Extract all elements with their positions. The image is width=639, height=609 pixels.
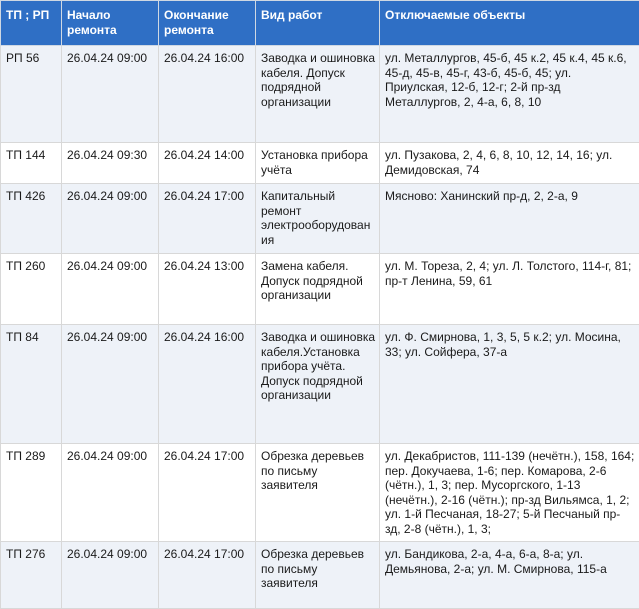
header-work: Вид работ: [256, 1, 380, 46]
cell-work: Заводка и ошиновка кабеля.Установка прибора учёта. Допуск подрядной организации: [256, 325, 380, 444]
cell-objects: ул. Пузакова, 2, 4, 6, 8, 10, 12, 14, 16; ул. Демидовская, 74: [380, 143, 639, 184]
cell-work: Заводка и ошиновка кабеля. Допуск подрядной организации: [256, 46, 380, 143]
cell-objects: Мясново: Ханинский пр-д, 2, 2-а, 9: [380, 184, 639, 254]
cell-station: ТП 84: [1, 325, 62, 444]
cell-start: 26.04.24 09:00: [62, 46, 159, 143]
cell-start: 26.04.24 09:00: [62, 325, 159, 444]
header-objects: Отключаемые объекты: [380, 1, 639, 46]
cell-station: ТП 289: [1, 444, 62, 542]
table-row: [1, 542, 639, 609]
header-end: Окончание ремонта: [159, 1, 256, 46]
cell-end: 26.04.24 17:00: [159, 184, 256, 254]
table-row: [1, 254, 639, 325]
cell-objects: ул. Ф. Смирнова, 1, 3, 5, 5 к.2; ул. Мосина, 33; ул. Сойфера, 37-а: [380, 325, 639, 444]
cell-work: Капитальный ремонт электрооборудования: [256, 184, 380, 254]
cell-end: 26.04.24 14:00: [159, 143, 256, 184]
table-row: [1, 143, 639, 184]
cell-end: 26.04.24 13:00: [159, 254, 256, 325]
cell-end: 26.04.24 16:00: [159, 325, 256, 444]
cell-objects: ул. Металлургов, 45-б, 45 к.2, 45 к.4, 45 к.6, 45-д, 45-в, 45-г, 43-б, 45-б, 45; ул. Приулская, 12-б, 12-г; 2-й пр-зд Металлургов, 2, 4-а, 6, 8, 10: [380, 46, 639, 143]
cell-work: Обрезка деревьев по письму заявителя: [256, 542, 380, 609]
cell-objects: ул. М. Тореза, 2, 4; ул. Л. Толстого, 114-г, 81; пр-т Ленина, 59, 61: [380, 254, 639, 325]
cell-station: РП 56: [1, 46, 62, 143]
cell-end: 26.04.24 16:00: [159, 46, 256, 143]
cell-end: 26.04.24 17:00: [159, 444, 256, 542]
cell-work: Установка прибора учёта: [256, 143, 380, 184]
table-row: [1, 184, 639, 254]
cell-objects: ул. Декабристов, 111-139 (нечётн.), 158, 164; пер. Докучаева, 1-6; пер. Комарова, 2-6 (чётн.), 1, 3; пер. Мусоргского, 1-13 (нечётн.), 2-16 (чётн.); пр-зд Вильямса, 1, 2; ул. 1-й Песчаная, 18-27; 5-й Песчаный пр-зд, 2-8 (чётн.), 1, 3;: [380, 444, 639, 542]
table-row: [1, 325, 639, 444]
cell-objects: ул. Бандикова, 2-а, 4-а, 6-а, 8-а; ул. Демьянова, 2-а; ул. М. Смирнова, 115-а: [380, 542, 639, 609]
table-header-row: [1, 1, 639, 46]
cell-start: 26.04.24 09:30: [62, 143, 159, 184]
cell-end: 26.04.24 17:00: [159, 542, 256, 609]
cell-work: Обрезка деревьев по письму заявителя: [256, 444, 380, 542]
cell-start: 26.04.24 09:00: [62, 254, 159, 325]
cell-station: ТП 276: [1, 542, 62, 609]
cell-start: 26.04.24 09:00: [62, 184, 159, 254]
cell-work: Замена кабеля. Допуск подрядной организации: [256, 254, 380, 325]
cell-station: ТП 144: [1, 143, 62, 184]
header-start: Начало ремонта: [62, 1, 159, 46]
header-station: ТП ; РП: [1, 1, 62, 46]
cell-start: 26.04.24 09:00: [62, 542, 159, 609]
cell-station: ТП 426: [1, 184, 62, 254]
cell-start: 26.04.24 09:00: [62, 444, 159, 542]
table-row: [1, 444, 639, 542]
table-row: [1, 46, 639, 143]
cell-station: ТП 260: [1, 254, 62, 325]
